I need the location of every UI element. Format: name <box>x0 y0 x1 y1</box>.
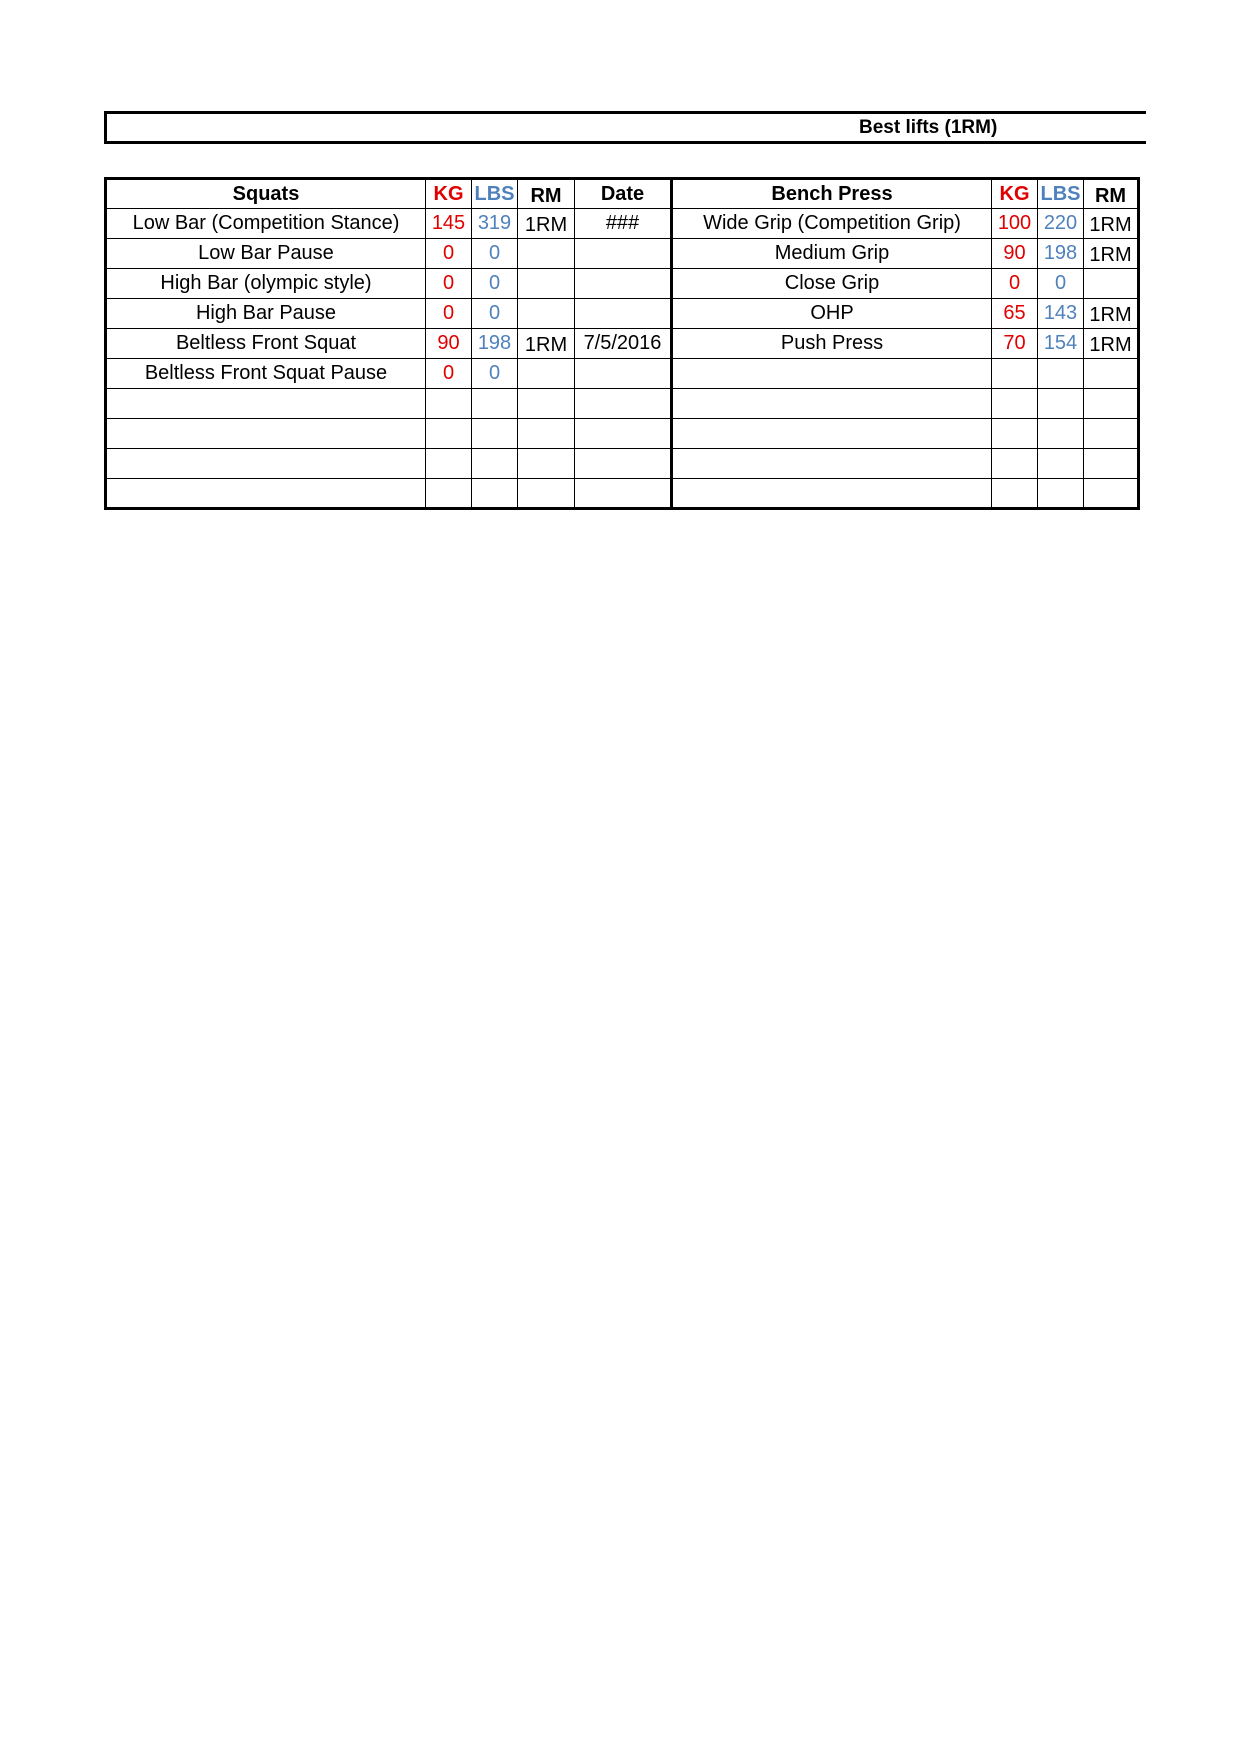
bench-lbs-cell[interactable] <box>1038 479 1084 509</box>
bench-rm-cell[interactable] <box>1084 449 1139 479</box>
squat-lbs-cell[interactable] <box>472 479 518 509</box>
bench-rm-cell[interactable]: 1RM <box>1084 329 1139 359</box>
bench-lift-cell[interactable] <box>672 449 992 479</box>
bench-kg-cell[interactable] <box>992 479 1038 509</box>
bench-kg-cell[interactable] <box>992 359 1038 389</box>
bench-rm-cell[interactable] <box>1084 419 1139 449</box>
squat-date-cell[interactable] <box>575 479 672 509</box>
bench-kg-cell[interactable] <box>992 389 1038 419</box>
bench-lbs-cell[interactable]: 143 <box>1038 299 1084 329</box>
squat-lbs-cell[interactable]: 0 <box>472 299 518 329</box>
bench-rm-cell[interactable]: 1RM <box>1084 209 1139 239</box>
bench-lbs-cell[interactable]: 220 <box>1038 209 1084 239</box>
sheet-title: Best lifts (1RM) <box>859 117 998 138</box>
squat-date-cell[interactable] <box>575 419 672 449</box>
table-row <box>106 479 1139 509</box>
squat-kg-cell[interactable] <box>426 479 472 509</box>
squat-lift-cell[interactable]: Beltless Front Squat Pause <box>106 359 426 389</box>
bench-lbs-cell[interactable]: 0 <box>1038 269 1084 299</box>
squat-lift-cell[interactable]: High Bar (olympic style) <box>106 269 426 299</box>
squat-lift-cell[interactable] <box>106 419 426 449</box>
squat-rm-cell[interactable] <box>518 239 575 269</box>
squat-lbs-cell[interactable]: 0 <box>472 359 518 389</box>
squat-lift-cell[interactable]: Low Bar (Competition Stance) <box>106 209 426 239</box>
squat-rm-cell[interactable] <box>518 359 575 389</box>
bench-lift-cell[interactable] <box>672 389 992 419</box>
squat-date-cell[interactable] <box>575 389 672 419</box>
squat-rm-cell[interactable] <box>518 299 575 329</box>
header-bench-lbs[interactable]: LBS <box>1038 179 1084 209</box>
squat-kg-cell[interactable]: 0 <box>426 239 472 269</box>
squat-date-cell[interactable] <box>575 359 672 389</box>
bench-rm-cell[interactable] <box>1084 389 1139 419</box>
squat-kg-cell[interactable] <box>426 449 472 479</box>
squat-rm-cell[interactable] <box>518 389 575 419</box>
squat-kg-cell[interactable]: 0 <box>426 359 472 389</box>
bench-kg-cell[interactable]: 100 <box>992 209 1038 239</box>
table-row <box>106 209 1139 239</box>
table-row <box>106 359 1139 389</box>
bench-kg-cell[interactable]: 65 <box>992 299 1038 329</box>
table-row <box>106 389 1139 419</box>
title-bar <box>104 111 1146 144</box>
squat-kg-cell[interactable]: 0 <box>426 299 472 329</box>
best-lifts-table <box>104 177 1140 510</box>
squat-lift-cell[interactable] <box>106 449 426 479</box>
squat-lift-cell[interactable]: Low Bar Pause <box>106 239 426 269</box>
squat-date-cell[interactable] <box>575 299 672 329</box>
squat-lbs-cell[interactable]: 319 <box>472 209 518 239</box>
squat-lbs-cell[interactable]: 0 <box>472 269 518 299</box>
squat-rm-cell[interactable] <box>518 419 575 449</box>
bench-lbs-cell[interactable] <box>1038 359 1084 389</box>
squat-date-cell[interactable] <box>575 269 672 299</box>
squat-lbs-cell[interactable] <box>472 449 518 479</box>
bench-kg-cell[interactable] <box>992 449 1038 479</box>
bench-rm-cell[interactable]: 1RM <box>1084 239 1139 269</box>
squat-lbs-cell[interactable] <box>472 389 518 419</box>
squat-rm-cell[interactable] <box>518 269 575 299</box>
squat-rm-cell[interactable] <box>518 449 575 479</box>
squat-date-cell[interactable]: 7/5/2016 <box>575 329 672 359</box>
squat-lbs-cell[interactable] <box>472 419 518 449</box>
table-row <box>106 449 1139 479</box>
squat-kg-cell[interactable] <box>426 419 472 449</box>
table-row <box>106 269 1139 299</box>
table-row <box>106 239 1139 269</box>
bench-kg-cell[interactable] <box>992 419 1038 449</box>
bench-rm-cell[interactable] <box>1084 479 1139 509</box>
squat-kg-cell[interactable]: 90 <box>426 329 472 359</box>
squat-lift-cell[interactable]: Beltless Front Squat <box>106 329 426 359</box>
table-row <box>106 419 1139 449</box>
header-squats[interactable]: Squats <box>106 179 426 209</box>
table-row <box>106 329 1139 359</box>
header-lbs[interactable]: LBS <box>472 179 518 209</box>
table-row <box>106 299 1139 329</box>
bench-lbs-cell[interactable] <box>1038 449 1084 479</box>
bench-kg-cell[interactable]: 90 <box>992 239 1038 269</box>
bench-lift-cell[interactable] <box>672 479 992 509</box>
bench-rm-cell[interactable]: 1RM <box>1084 299 1139 329</box>
bench-lift-cell[interactable]: Wide Grip (Competition Grip) <box>672 209 992 239</box>
header-bench-kg[interactable]: KG <box>992 179 1038 209</box>
squat-lbs-cell[interactable]: 198 <box>472 329 518 359</box>
bench-lbs-cell[interactable]: 198 <box>1038 239 1084 269</box>
bench-lift-cell[interactable]: Push Press <box>672 329 992 359</box>
bench-lbs-cell[interactable] <box>1038 419 1084 449</box>
squat-kg-cell[interactable] <box>426 389 472 419</box>
header-row <box>106 179 1139 209</box>
header-bench-press[interactable]: Bench Press <box>672 179 992 209</box>
bench-lbs-cell[interactable]: 154 <box>1038 329 1084 359</box>
bench-lbs-cell[interactable] <box>1038 389 1084 419</box>
bench-lift-cell[interactable]: Medium Grip <box>672 239 992 269</box>
bench-kg-cell[interactable]: 70 <box>992 329 1038 359</box>
squat-date-cell[interactable] <box>575 239 672 269</box>
bench-rm-cell[interactable] <box>1084 269 1139 299</box>
bench-lift-cell[interactable]: Close Grip <box>672 269 992 299</box>
squat-kg-cell[interactable]: 0 <box>426 269 472 299</box>
squat-lift-cell[interactable] <box>106 479 426 509</box>
squat-date-cell[interactable]: ### <box>575 209 672 239</box>
squat-rm-cell[interactable]: 1RM <box>518 329 575 359</box>
header-kg[interactable]: KG <box>426 179 472 209</box>
header-bench-rm[interactable]: RM <box>1084 179 1139 209</box>
squat-kg-cell[interactable]: 145 <box>426 209 472 239</box>
bench-rm-cell[interactable] <box>1084 359 1139 389</box>
bench-lift-cell[interactable] <box>672 359 992 389</box>
squat-lbs-cell[interactable]: 0 <box>472 239 518 269</box>
bench-kg-cell[interactable]: 0 <box>992 269 1038 299</box>
squat-lift-cell[interactable]: High Bar Pause <box>106 299 426 329</box>
bench-lift-cell[interactable]: OHP <box>672 299 992 329</box>
bench-lift-cell[interactable] <box>672 419 992 449</box>
header-date[interactable]: Date <box>575 179 672 209</box>
squat-rm-cell[interactable] <box>518 479 575 509</box>
squat-lift-cell[interactable] <box>106 389 426 419</box>
header-rm[interactable]: RM <box>518 179 575 209</box>
squat-date-cell[interactable] <box>575 449 672 479</box>
squat-rm-cell[interactable]: 1RM <box>518 209 575 239</box>
